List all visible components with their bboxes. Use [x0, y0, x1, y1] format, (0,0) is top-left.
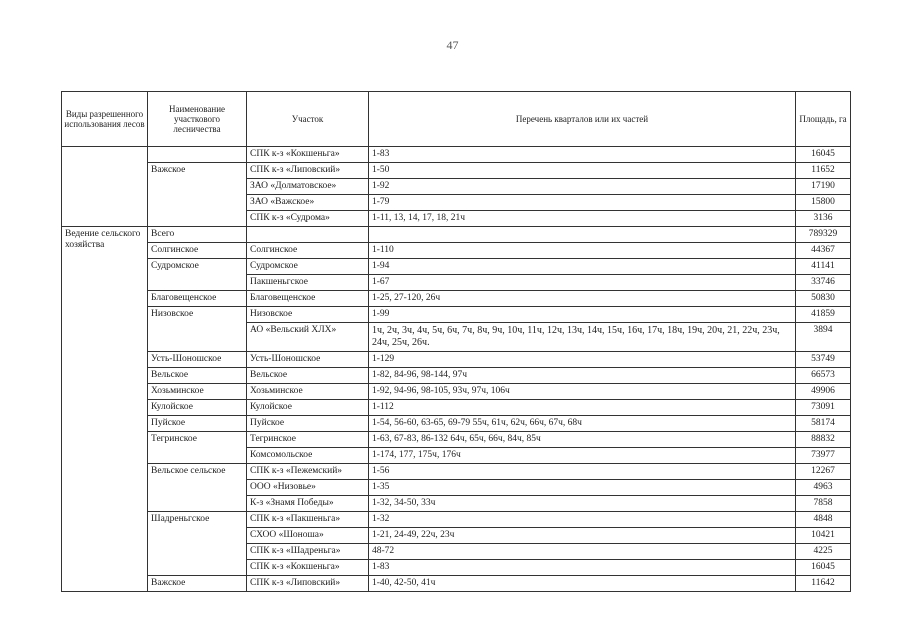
cell-plot: Комсомольское	[247, 448, 369, 464]
cell-quarters: 1-56	[369, 464, 796, 480]
cell-plot: СХОО «Шоноша»	[247, 528, 369, 544]
header-area: Площадь, га	[796, 92, 851, 147]
cell-plot: Низовское	[247, 307, 369, 323]
cell-plot: ЗАО «Долматовское»	[247, 179, 369, 195]
cell-plot: Солгинское	[247, 243, 369, 259]
cell-quarters: 48-72	[369, 544, 796, 560]
cell-quarters: 1-25, 27-120, 26ч	[369, 291, 796, 307]
header-use-type: Виды разрешенного использования лесов	[62, 92, 148, 147]
cell-quarters: 1-63, 67-83, 86-132 64ч, 65ч, 66ч, 84ч, 85ч	[369, 432, 796, 448]
table-row	[62, 384, 851, 400]
cell-area: 41859	[796, 307, 851, 323]
cell-forestry: Усть-Шоношское	[148, 352, 247, 368]
cell-area: 58174	[796, 416, 851, 432]
table-body	[62, 147, 851, 592]
cell-area: 16045	[796, 560, 851, 576]
cell-plot: Хозьминское	[247, 384, 369, 400]
cell-plot: Тегринское	[247, 432, 369, 448]
cell-forestry: Пуйское	[148, 416, 247, 432]
cell-area: 4225	[796, 544, 851, 560]
page-number: 47	[446, 38, 459, 52]
cell-quarters: 1-83	[369, 560, 796, 576]
cell-forestry: Кулойское	[148, 400, 247, 416]
cell-quarters: 1-50	[369, 163, 796, 179]
cell-area: 11652	[796, 163, 851, 179]
cell-quarters: 1-94	[369, 259, 796, 275]
cell-plot: СПК к-з «Пакшеньга»	[247, 512, 369, 528]
cell-area: 15800	[796, 195, 851, 211]
cell-plot: СПК к-з «Пежемский»	[247, 464, 369, 480]
cell-area: 4848	[796, 512, 851, 528]
cell-plot: Кулойское	[247, 400, 369, 416]
cell-plot: СПК к-з «Липовский»	[247, 163, 369, 179]
table-row	[62, 307, 851, 323]
cell-area: 88832	[796, 432, 851, 448]
cell-forestry: Судромское	[148, 259, 247, 291]
cell-plot: Усть-Шоношское	[247, 352, 369, 368]
cell-area: 16045	[796, 147, 851, 163]
table-row	[62, 368, 851, 384]
cell-quarters: 1-32, 34-50, 33ч	[369, 496, 796, 512]
cell-plot: АО «Вельский ХЛХ»	[247, 323, 369, 352]
cell-quarters: 1-99	[369, 307, 796, 323]
cell-quarters: 1-83	[369, 147, 796, 163]
cell-plot: СПК к-з «Кокшеньга»	[247, 560, 369, 576]
table-row	[62, 291, 851, 307]
cell-quarters: 1ч, 2ч, 3ч, 4ч, 5ч, 6ч, 7ч, 8ч, 9ч, 10ч, 11ч, 12ч, 13ч, 14ч, 15ч, 16ч, 17ч, 18ч, 19ч, 20ч, 21, 22ч, 23ч, 24ч, 25ч, 26ч.	[369, 323, 796, 352]
cell-use-type: Ведение сельского хозяйства	[62, 227, 148, 592]
cell-quarters: 1-92	[369, 179, 796, 195]
cell-quarters: 1-35	[369, 480, 796, 496]
cell-plot: Вельское	[247, 368, 369, 384]
table-row	[62, 512, 851, 528]
cell-forestry: Благовещенское	[148, 291, 247, 307]
cell-quarters: 1-40, 42-50, 41ч	[369, 576, 796, 592]
cell-plot: К-з «Знамя Победы»	[247, 496, 369, 512]
table-header-row	[62, 92, 851, 147]
cell-quarters: 1-82, 84-96, 98-144, 97ч	[369, 368, 796, 384]
cell-area: 44367	[796, 243, 851, 259]
table-row	[62, 227, 851, 243]
cell-quarters: 1-11, 13, 14, 17, 18, 21ч	[369, 211, 796, 227]
table-row	[62, 147, 851, 163]
cell-area: 73977	[796, 448, 851, 464]
table-row	[62, 352, 851, 368]
cell-quarters: 1-129	[369, 352, 796, 368]
cell-use-type	[62, 147, 148, 227]
cell-plot: ЗАО «Важское»	[247, 195, 369, 211]
cell-quarters: 1-67	[369, 275, 796, 291]
cell-quarters: 1-110	[369, 243, 796, 259]
cell-plot: Пуйское	[247, 416, 369, 432]
cell-forestry: Солгинское	[148, 243, 247, 259]
cell-quarters: 1-21, 24-49, 22ч, 23ч	[369, 528, 796, 544]
table-row	[62, 163, 851, 179]
cell-quarters: 1-112	[369, 400, 796, 416]
header-plot: Участок	[247, 92, 369, 147]
cell-plot: СПК к-з «Судрома»	[247, 211, 369, 227]
table-row	[62, 576, 851, 592]
cell-forestry: Важское	[148, 576, 247, 592]
cell-area: 3136	[796, 211, 851, 227]
cell-area: 50830	[796, 291, 851, 307]
cell-quarters: 1-32	[369, 512, 796, 528]
cell-area: 53749	[796, 352, 851, 368]
cell-area: 41141	[796, 259, 851, 275]
cell-forestry: Вельское	[148, 368, 247, 384]
cell-forestry	[148, 147, 247, 163]
header-quarters: Перечень кварталов или их частей	[369, 92, 796, 147]
cell-plot: ООО «Низовье»	[247, 480, 369, 496]
cell-quarters: 1-92, 94-96, 98-105, 93ч, 97ч, 106ч	[369, 384, 796, 400]
table-row	[62, 400, 851, 416]
cell-area: 789329	[796, 227, 851, 243]
cell-area: 66573	[796, 368, 851, 384]
cell-forestry: Тегринское	[148, 432, 247, 464]
cell-forestry: Важское	[148, 163, 247, 227]
cell-plot: СПК к-з «Липовский»	[247, 576, 369, 592]
cell-area: 10421	[796, 528, 851, 544]
cell-plot: Судромское	[247, 259, 369, 275]
cell-forestry: Вельское сельское	[148, 464, 247, 512]
cell-quarters	[369, 227, 796, 243]
cell-area: 11642	[796, 576, 851, 592]
table-row	[62, 416, 851, 432]
cell-area: 33746	[796, 275, 851, 291]
cell-plot	[247, 227, 369, 243]
table-row	[62, 243, 851, 259]
table-row	[62, 432, 851, 448]
cell-area: 7858	[796, 496, 851, 512]
cell-plot: СПК к-з «Шадреньга»	[247, 544, 369, 560]
cell-quarters: 1-54, 56-60, 63-65, 69-79 55ч, 61ч, 62ч, 66ч, 67ч, 68ч	[369, 416, 796, 432]
cell-forestry: Шадреньгское	[148, 512, 247, 576]
cell-quarters: 1-174, 177, 175ч, 176ч	[369, 448, 796, 464]
table-row	[62, 464, 851, 480]
cell-plot: СПК к-з «Кокшеньга»	[247, 147, 369, 163]
cell-plot: Пакшеньгское	[247, 275, 369, 291]
cell-area: 73091	[796, 400, 851, 416]
cell-area: 17190	[796, 179, 851, 195]
cell-area: 3894	[796, 323, 851, 352]
cell-forestry: Низовское	[148, 307, 247, 352]
cell-forestry: Всего	[148, 227, 247, 243]
cell-area: 12267	[796, 464, 851, 480]
header-forestry: Наименование участкового лесничества	[148, 92, 247, 147]
cell-area: 4963	[796, 480, 851, 496]
cell-forestry: Хозьминское	[148, 384, 247, 400]
forest-use-table	[61, 91, 851, 592]
table-row	[62, 259, 851, 275]
cell-plot: Благовещенское	[247, 291, 369, 307]
cell-quarters: 1-79	[369, 195, 796, 211]
cell-area: 49906	[796, 384, 851, 400]
